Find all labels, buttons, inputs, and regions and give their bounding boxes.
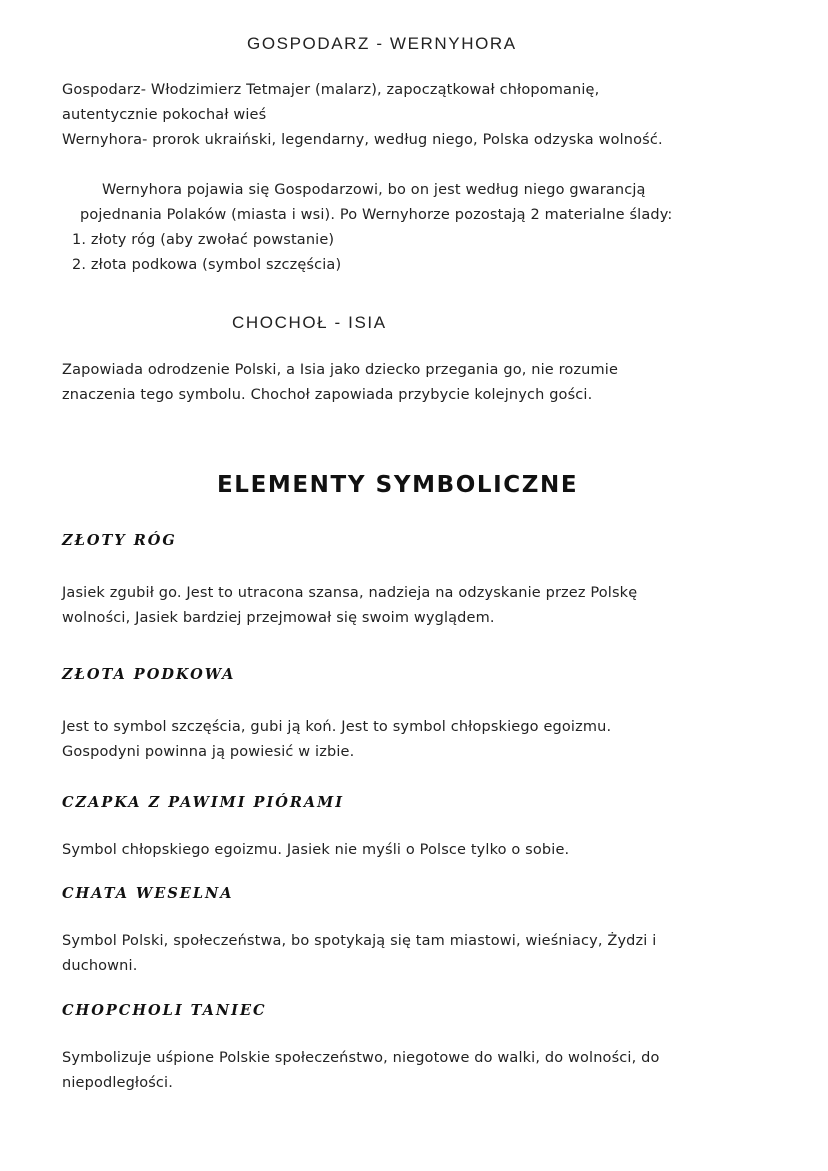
zlota-podkowa-paragraph bbox=[62, 715, 611, 765]
section-title-chochol-isia: CHOCHOŁ - ISIA bbox=[232, 313, 387, 332]
text-line: Zapowiada odrodzenie Polski, a Isia jako dziecko przegania go, nie rozumie bbox=[62, 362, 619, 378]
text-line: Symbol Polski, społeczeństwa, bo spotykają się tam miastowi, wieśniacy, Żydzi i bbox=[62, 933, 657, 949]
material-traces-list bbox=[72, 228, 341, 278]
subheading-chopcholi-taniec: CHOPCHOLI TANIEC bbox=[62, 1002, 267, 1019]
text-line: Symbol chłopskiego egoizmu. Jasiek nie myśli o Polsce tylko o sobie. bbox=[62, 842, 570, 858]
section-title-gospodarz-wernyhora: GOSPODARZ - WERNYHORA bbox=[247, 34, 517, 53]
list-item bbox=[72, 228, 341, 253]
chata-weselna-paragraph bbox=[62, 929, 656, 979]
text-line: Symbolizuje uśpione Polskie społeczeństwo, niegotowe do walki, do wolności, do bbox=[62, 1050, 660, 1066]
text-line: Jest to symbol szczęścia, gubi ją koń. Jest to symbol chłopskiego egoizmu. bbox=[62, 719, 612, 735]
text-line: Wernyhora pojawia się Gospodarzowi, bo on jest według niego gwarancją bbox=[102, 182, 646, 198]
text-line: znaczenia tego symbolu. Chochoł zapowiada przybycie kolejnych gości. bbox=[62, 387, 593, 403]
list-text: złota podkowa (symbol szczęścia) bbox=[90, 257, 342, 273]
text-line: Jasiek zgubił go. Jest to utracona szansa, nadzieja na odzyskanie przez Polskę bbox=[62, 585, 638, 601]
subheading-czapka-z-pawimi-piorami: CZAPKA Z PAWIMI PIÓRAMI bbox=[62, 794, 345, 811]
text-line: wolności, Jasiek bardziej przejmował się swoim wyglądem. bbox=[62, 610, 495, 626]
zloty-rog-paragraph bbox=[62, 581, 637, 631]
subheading-zloty-rog: ZŁOTY RÓG bbox=[62, 532, 177, 549]
subheading-chata-weselna: CHATA WESELNA bbox=[62, 885, 234, 902]
czapka-paragraph bbox=[62, 838, 569, 863]
text-line: Wernyhora- prorok ukraiński, legendarny, według niego, Polska odzyska wolność. bbox=[62, 132, 663, 148]
text-line: niepodległości. bbox=[62, 1075, 173, 1091]
chopcholi-taniec-paragraph bbox=[62, 1046, 659, 1096]
text-line: autentycznie pokochał wieś bbox=[62, 107, 267, 123]
list-text: złoty róg (aby zwołać powstanie) bbox=[90, 232, 335, 248]
section1-paragraph bbox=[62, 78, 663, 153]
list-number: 1. bbox=[72, 232, 87, 248]
list-number: 2. bbox=[72, 257, 87, 273]
section2-paragraph bbox=[62, 358, 618, 408]
list-item bbox=[72, 253, 341, 278]
text-line: Gospodarz- Włodzimierz Tetmajer (malarz), zapoczątkował chłopomanię, bbox=[62, 82, 600, 98]
text-line: Gospodyni powinna ją powiesić w izbie. bbox=[62, 744, 355, 760]
page-title-elementy-symboliczne: ELEMENTY SYMBOLICZNE bbox=[217, 472, 579, 498]
subheading-zlota-podkowa: ZŁOTA PODKOWA bbox=[62, 666, 236, 683]
text-line: pojednania Polaków (miasta i wsi). Po Wernyhorze pozostają 2 materialne ślady: bbox=[80, 207, 673, 223]
text-line: duchowni. bbox=[62, 958, 138, 974]
